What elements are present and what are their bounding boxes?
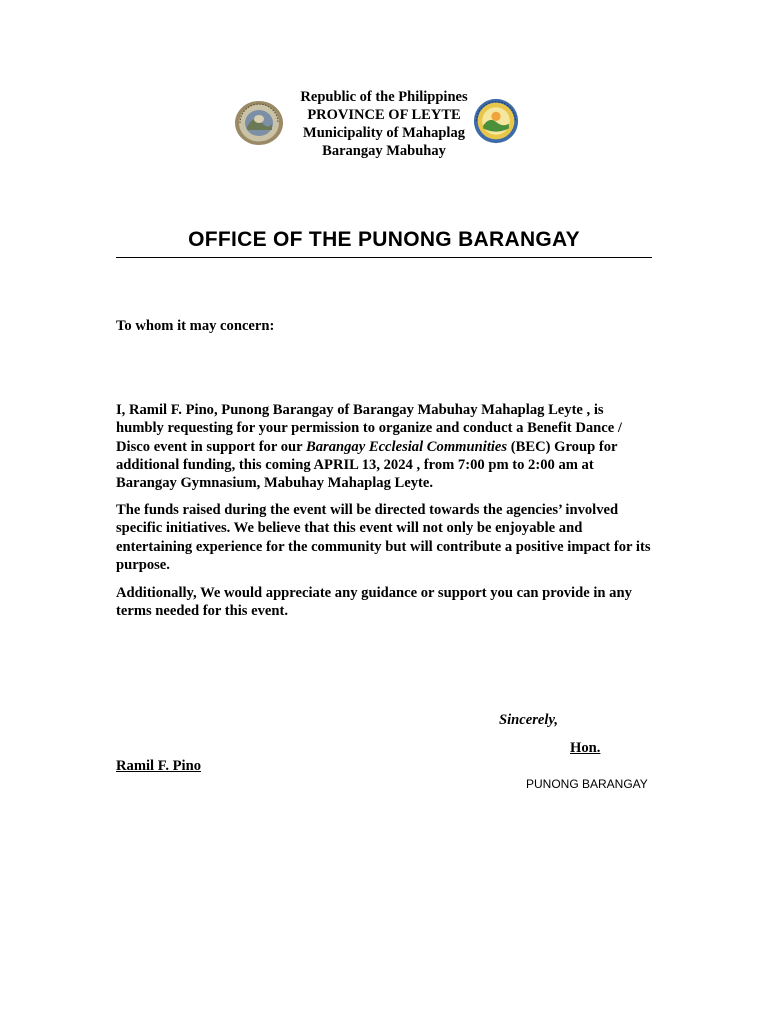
request-text-start: I, Ramil F. Pino, Punong Barangay of Barangay Mabuhay Mahaplag Leyte , is humbly requesting for your permission to organize and conduct a Benefit Dance / Disco event in support for our bbox=[116, 402, 622, 455]
salutation: To whom it may concern: bbox=[116, 318, 275, 334]
request-paragraph bbox=[116, 401, 652, 492]
title-underline bbox=[116, 257, 652, 258]
signer-name: Ramil F. Pino bbox=[116, 758, 202, 774]
closing: Sincerely, bbox=[499, 712, 559, 728]
signer-position: PUNONG BARANGAY bbox=[526, 777, 648, 791]
municipality-of-mahaplag-seal-icon bbox=[471, 98, 521, 144]
funds-paragraph: The funds raised during the event will be directed towards the agencies’ involved specific initiatives. We believe that this event will not only be enjoyable and entertaining experience for the community but will contribute a positive impact for its purpose. bbox=[116, 502, 651, 573]
letterhead-line-2: PROVINCE OF LEYTE bbox=[307, 107, 461, 123]
letterhead-line-4: Barangay Mabuhay bbox=[322, 143, 446, 159]
office-title: OFFICE OF THE PUNONG BARANGAY bbox=[188, 228, 580, 251]
barangay-seal-icon bbox=[234, 100, 284, 146]
support-paragraph: Additionally, We would appreciate any guidance or support you can provide in any terms needed for this event. bbox=[116, 585, 632, 620]
honorific: Hon. bbox=[570, 740, 601, 756]
letterhead-line-1: Republic of the Philippines bbox=[300, 89, 468, 105]
letterhead-line-3: Municipality of Mahaplag bbox=[303, 125, 465, 141]
bec-name: Barangay Ecclesial Communities bbox=[306, 438, 508, 455]
request-text-end: (BEC) Group for additional funding, this coming APRIL 13, 2024 , from 7:00 pm to 2:00 am at Barangay Gymnasium, Mabuhay Mahaplag Leyte. bbox=[116, 438, 618, 492]
